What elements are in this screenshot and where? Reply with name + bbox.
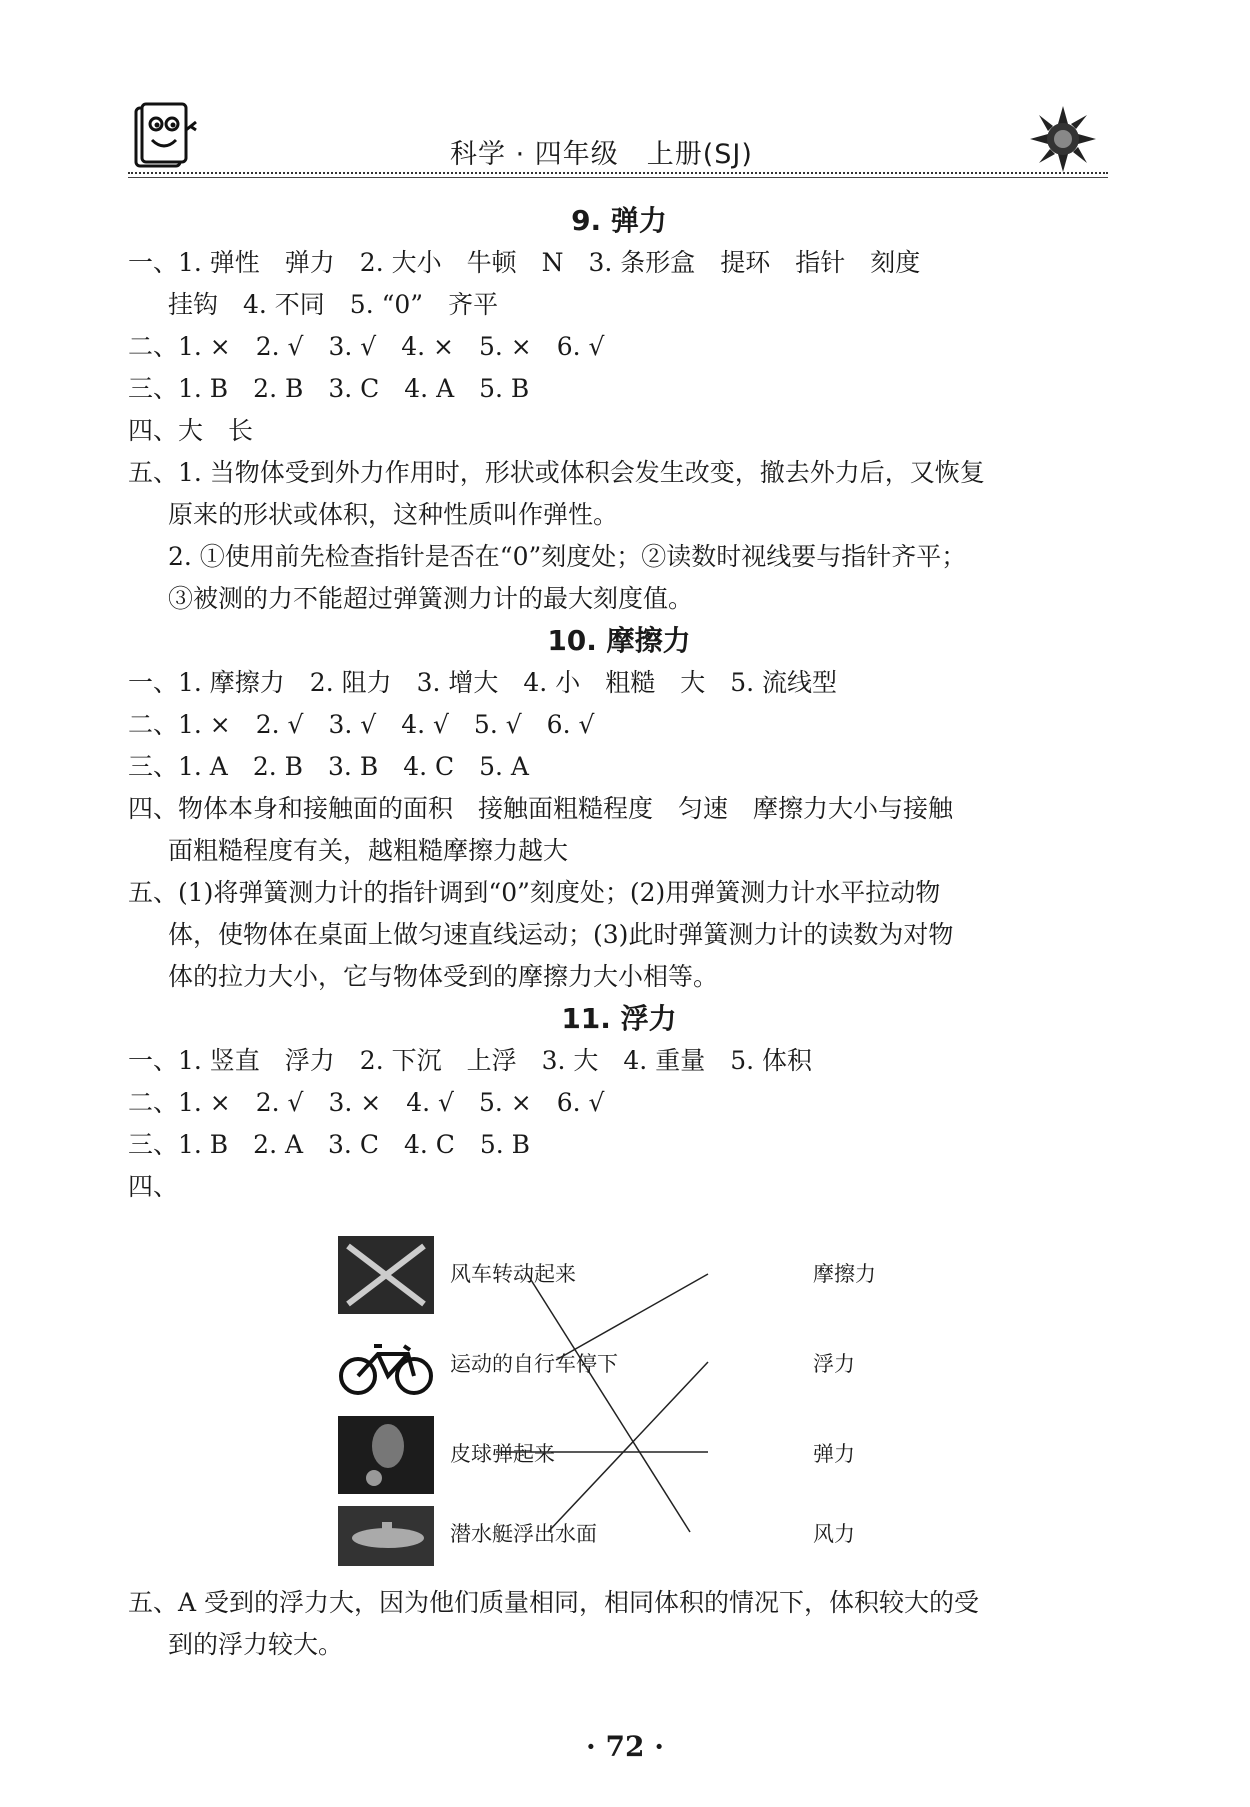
answer-line: ③被测的力不能超过弹簧测力计的最大刻度值。: [168, 584, 694, 613]
page-header: [128, 100, 1108, 178]
header-rule: [128, 177, 1108, 178]
book-mascot-icon: [130, 100, 200, 174]
match-left-item: 皮球弹起来: [450, 1442, 555, 1466]
match-line: [556, 1274, 708, 1360]
matching-diagram: [128, 1216, 1110, 1576]
answer-line: 三、1. B 2. A 3. C 4. C 5. B: [128, 1130, 531, 1159]
answer-line: 原来的形状或体积，这种性质叫作弹性。: [168, 500, 619, 529]
match-left-item: 风车转动起来: [450, 1262, 576, 1286]
match-line: [526, 1272, 690, 1532]
section-friction: [128, 620, 1110, 998]
answer-line: 体，使物体在桌面上做匀速直线运动；(3)此时弹簧测力计的读数为对物: [168, 920, 954, 949]
match-left-item: 潜水艇浮出水面: [450, 1522, 597, 1546]
answer-line: 一、1. 弹性 弹力 2. 大小 牛顿 N 3. 条形盒 提环 指针 刻度: [128, 248, 921, 277]
section-title: 9. 弹力: [571, 204, 667, 237]
answer-line: 四、: [128, 1172, 179, 1201]
header-dotted-rule: [128, 172, 1108, 174]
answer-line: 五、A 受到的浮力大，因为他们质量相同，相同体积的情况下，体积较大的受: [128, 1588, 980, 1617]
answer-line: 到的浮力较大。: [168, 1630, 344, 1659]
matching-lines: [128, 1216, 1110, 1576]
section-elastic-force: [128, 200, 1110, 620]
match-left-item: 运动的自行车停下: [450, 1352, 618, 1376]
answer-line: 四、物体本身和接触面的面积 接触面粗糙程度 匀速 摩擦力大小与接触: [128, 794, 954, 823]
answer-line: 挂钩 4. 不同 5. “0” 齐平: [168, 290, 499, 319]
answer-line: 三、1. B 2. B 3. C 4. A 5. B: [128, 374, 530, 403]
match-line: [548, 1362, 708, 1532]
sunflower-icon: [1028, 104, 1098, 174]
section-buoyancy: [128, 998, 1110, 1666]
header-title: 科学 · 四年级 上册(SJ): [450, 139, 753, 170]
page-number: · 72 ·: [586, 1730, 664, 1763]
section-title: 11. 浮力: [561, 1002, 677, 1035]
answer-line: 体的拉力大小，它与物体受到的摩擦力大小相等。: [168, 962, 719, 991]
match-right-item: 浮力: [813, 1352, 855, 1376]
section-title: 10. 摩擦力: [547, 624, 691, 657]
answer-line: 四、大 长: [128, 416, 254, 445]
answer-line: 三、1. A 2. B 3. B 4. C 5. A: [128, 752, 529, 781]
answer-line: 一、1. 摩擦力 2. 阻力 3. 增大 4. 小 粗糙 大 5. 流线型: [128, 668, 837, 697]
match-right-item: 弹力: [813, 1442, 855, 1466]
answer-line: 一、1. 竖直 浮力 2. 下沉 上浮 3. 大 4. 重量 5. 体积: [128, 1046, 812, 1075]
match-right-item: 摩擦力: [813, 1262, 876, 1286]
answer-line: 二、1. × 2. √ 3. √ 4. × 5. × 6. √: [128, 332, 605, 361]
answer-line: 2. ①使用前先检查指针是否在“0”刻度处；②读数时视线要与指针齐平；: [168, 542, 967, 571]
answer-line: 五、(1)将弹簧测力计的指针调到“0”刻度处；(2)用弹簧测力计水平拉动物: [128, 878, 941, 907]
answer-line: 二、1. × 2. √ 3. √ 4. √ 5. √ 6. √: [128, 710, 595, 739]
answer-line: 面粗糙程度有关，越粗糙摩擦力越大: [168, 836, 569, 865]
answer-line: 五、1. 当物体受到外力作用时，形状或体积会发生改变，撤去外力后，又恢复: [128, 458, 985, 487]
answer-line: 二、1. × 2. √ 3. × 4. √ 5. × 6. √: [128, 1088, 605, 1117]
match-right-item: 风力: [813, 1522, 855, 1546]
answer-content: [128, 200, 1110, 1666]
